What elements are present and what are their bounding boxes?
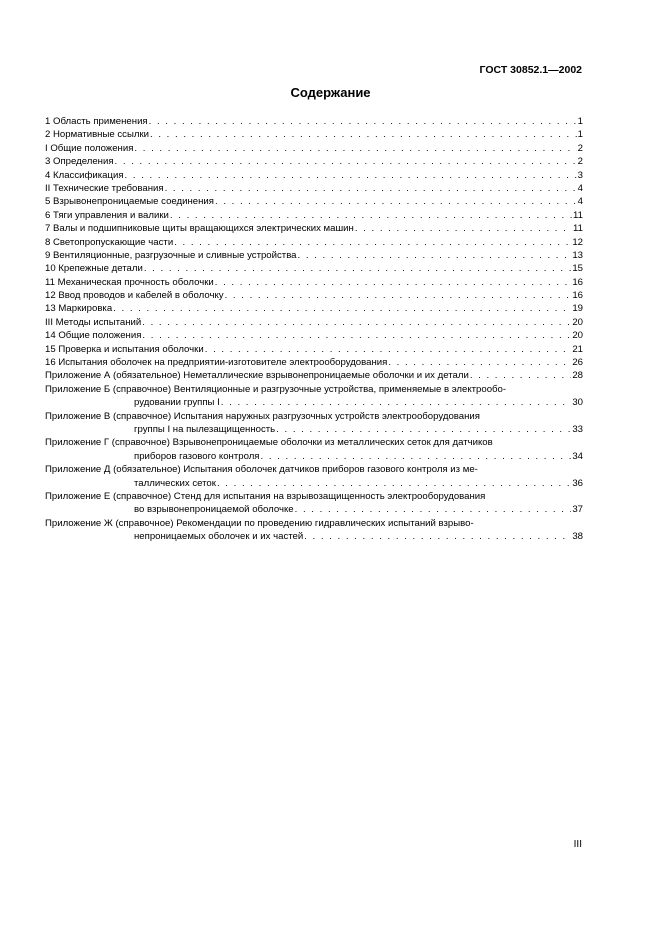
toc-entry-title: 4 Классификация [45,169,124,181]
toc-entry-title: непроницаемых оболочек и их частей [134,531,304,543]
table-of-contents [45,115,583,544]
toc-page-number: 38 [572,531,583,543]
toc-entry[interactable] [45,209,583,222]
toc-entry[interactable] [45,463,583,490]
toc-page-number: 2 [577,142,583,154]
toc-page-number: 16 [572,276,583,288]
toc-entry[interactable] [45,383,583,410]
toc-page-number: 2 [577,156,583,168]
toc-leader-dots [261,450,572,463]
toc-entry-title: I Общие положения [45,142,134,154]
toc-page-number: 16 [572,290,583,302]
toc-entry-title: Приложение Д (обязательное) Испытания оболочек датчиков приборов газового контроля из ме- [45,464,478,476]
toc-entry-title: 1 Область применения [45,116,148,127]
toc-entry[interactable] [45,155,583,168]
toc-leader-dots [174,236,571,249]
toc-leader-dots [470,369,572,382]
toc-entry[interactable] [45,222,583,235]
toc-page-number: 1 [577,116,583,127]
toc-entry-title: 6 Тяги управления и валики [45,209,169,221]
toc-leader-dots [142,316,571,329]
toc-page-number: 4 [577,196,583,208]
toc-entry-title: 2 Нормативные ссылки [45,129,150,141]
toc-entry-title: 14 Общие положения [45,330,142,342]
toc-line [45,182,583,195]
toc-line-continuation [45,477,583,490]
toc-line [45,142,583,155]
toc-line [45,155,583,168]
toc-entry-title: 12 Ввод проводов и кабелей в оболочку [45,290,224,302]
toc-line [45,115,583,128]
toc-leader-dots [113,302,571,315]
toc-entry-title: 3 Определения [45,156,114,168]
toc-leader-dots [355,222,572,235]
toc-entry-title: Приложение А (обязательное) Неметаллические взрывонепроницаемые оболочки и их детали [45,370,469,382]
toc-line-continuation [45,503,583,516]
toc-line-continuation [45,423,583,436]
toc-page-number: 37 [572,504,583,516]
toc-line [45,410,583,423]
toc-leader-dots [115,155,577,168]
toc-entry-title: Приложение В (справочное) Испытания наружных разгрузочных устройств электрооборудования [45,410,480,422]
toc-entry-title: Приложение Е (справочное) Стенд для испытания на взрывозащищенность электрооборудования [45,490,486,502]
toc-entry-title: 10 Крепежные детали [45,263,143,275]
toc-entry[interactable] [45,169,583,182]
toc-entry-title: 8 Светопропускающие части [45,236,174,248]
toc-line [45,369,583,382]
toc-leader-dots [276,423,571,436]
toc-entry-title: Приложение Ж (справочное) Рекомендации по проведению гидравлических испытаний взрыво- [45,517,474,529]
toc-entry[interactable] [45,128,583,141]
toc-line [45,128,583,141]
toc-leader-dots [165,182,577,195]
toc-entry-title: 9 Вентиляционные, разгрузочные и сливные устройства [45,249,297,261]
toc-leader-dots [388,356,571,369]
toc-leader-dots [170,209,572,222]
toc-entry-title: во взрывонепроницаемой оболочке [134,504,294,516]
toc-leader-dots [215,276,572,289]
toc-page-number: 26 [572,357,583,369]
toc-line [45,276,583,289]
toc-entry[interactable] [45,195,583,208]
toc-page-number: 34 [572,450,583,462]
toc-leader-dots [298,249,572,262]
toc-entry-title: таллических сеток [134,477,216,489]
toc-entry-title: 16 Испытания оболочек на предприятии-изготовителе электрооборудования [45,357,388,369]
toc-page-number: 19 [572,303,583,315]
toc-entry[interactable] [45,329,583,342]
toc-entry[interactable] [45,343,583,356]
toc-leader-dots [149,115,577,128]
toc-line [45,195,583,208]
toc-line-continuation [45,396,583,409]
toc-entry[interactable] [45,289,583,302]
toc-entry[interactable] [45,436,583,463]
toc-line [45,383,583,396]
toc-entry[interactable] [45,182,583,195]
toc-line-continuation [45,450,583,463]
toc-entry[interactable] [45,410,583,437]
toc-leader-dots [144,262,572,275]
toc-entry-title: 5 Взрывонепроницаемые соединения [45,196,214,208]
toc-line [45,209,583,222]
toc-entry[interactable] [45,369,583,382]
toc-entry[interactable] [45,302,583,315]
toc-entry[interactable] [45,236,583,249]
toc-line [45,517,583,530]
toc-entry[interactable] [45,517,583,544]
toc-leader-dots [304,530,571,543]
toc-line [45,316,583,329]
toc-leader-dots [205,343,572,356]
toc-leader-dots [217,477,571,490]
toc-leader-dots [134,142,576,155]
toc-page-number: 3 [577,169,583,181]
toc-leader-dots [150,128,577,141]
toc-line [45,302,583,315]
toc-line [45,343,583,356]
toc-entry-title: группы I на пылезащищенность [134,423,276,435]
toc-entry[interactable] [45,356,583,369]
toc-entry-title: III Методы испытаний [45,316,142,328]
toc-leader-dots [125,169,577,182]
toc-entry[interactable] [45,276,583,289]
toc-page-number: 15 [572,263,583,275]
toc-line [45,222,583,235]
toc-entry-title: приборов газового контроля [134,450,260,462]
toc-entry[interactable] [45,490,583,517]
toc-page-number: 11 [573,209,583,221]
toc-line [45,490,583,503]
toc-line [45,249,583,262]
toc-line-continuation [45,530,583,543]
toc-page-number: 20 [572,316,583,328]
toc-page-number: 4 [577,182,583,194]
toc-line [45,236,583,249]
toc-entry[interactable] [45,115,583,128]
toc-page-number: 21 [572,343,583,355]
toc-entry-title: 15 Проверка и испытания оболочки [45,343,204,355]
toc-entry-title: Приложение Б (справочное) Вентиляционные и разгрузочные устройства, применяемые в электрообо- [45,383,507,395]
toc-line [45,329,583,342]
page-title: Содержание [290,85,371,100]
toc-line [45,289,583,302]
toc-page-number: 33 [572,423,583,435]
toc-leader-dots [215,195,577,208]
toc-entry-title: Приложение Г (справочное) Взрывонепроницаемые оболочки из металлических сеток для датчиков [45,437,493,449]
toc-entry[interactable] [45,249,583,262]
toc-line [45,169,583,182]
toc-entry-title: 13 Маркировка [45,303,113,315]
toc-leader-dots [295,503,572,516]
toc-entry-title: 7 Валы и подшипниковые щиты вращающихся электрических машин [45,223,354,235]
toc-entry[interactable] [45,262,583,275]
toc-entry[interactable] [45,142,583,155]
toc-page-number: 20 [572,330,583,342]
toc-page-number: 1 [577,129,583,141]
toc-entry-title: II Технические требования [45,182,164,194]
toc-line [45,262,583,275]
toc-entry-title: 11 Механическая прочность оболочки [45,276,214,288]
toc-page-number: 13 [572,249,583,261]
document-code: ГОСТ 30852.1—2002 [479,64,582,76]
toc-entry[interactable] [45,316,583,329]
toc-leader-dots [221,396,572,409]
toc-entry-title: рудовании группы I [134,397,220,409]
toc-page-number: 28 [572,370,583,382]
toc-page-number: 11 [573,223,583,235]
toc-line [45,436,583,449]
toc-page-number: 12 [572,236,583,248]
toc-line [45,463,583,476]
toc-leader-dots [225,289,572,302]
page-number: III [573,839,582,850]
toc-page-number: 30 [572,397,583,409]
toc-page-number: 36 [572,477,583,489]
toc-leader-dots [142,329,571,342]
toc-line [45,356,583,369]
